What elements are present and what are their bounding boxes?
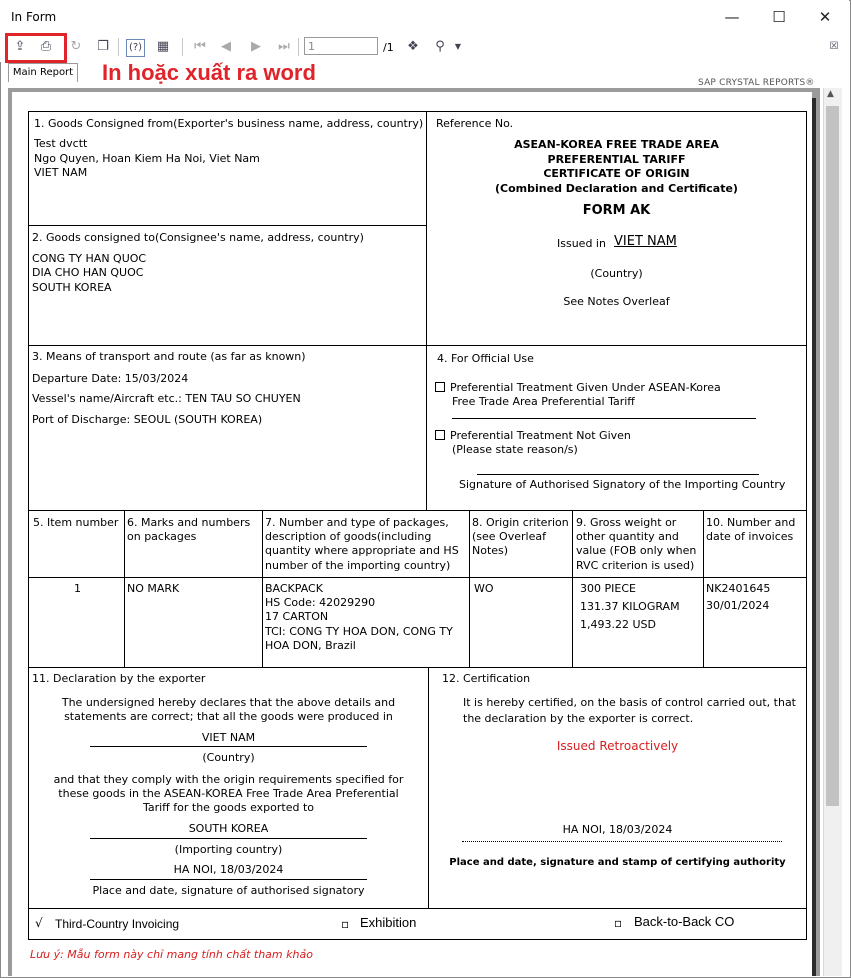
treatment-given-label: Free Trade Area Preferential Tariff xyxy=(452,395,635,408)
form-divider xyxy=(124,510,125,667)
exporter-place-date: HA NOI, 18/03/2024 xyxy=(173,863,284,876)
invoice-date: 30/01/2024 xyxy=(706,599,770,612)
panel-close-icon[interactable]: ☒ xyxy=(829,41,839,52)
toolbar-separator xyxy=(182,38,183,56)
description-line: 17 CARTON xyxy=(265,610,329,623)
header-marks: 6. Marks and numbers xyxy=(127,516,251,529)
consignee-line: CONG TY HAN QUOC xyxy=(32,252,147,265)
scroll-up-icon[interactable]: ▲ xyxy=(827,89,834,99)
quantity-line: 131.37 KILOGRAM xyxy=(580,600,680,613)
box11-label: 11. Declaration by the exporter xyxy=(32,672,206,685)
issued-in-label: Issued in xyxy=(557,237,606,250)
importing-signature-label: Signature of Authorised Signatory of the Importing Country xyxy=(459,478,786,491)
description-line: HS Code: 42029290 xyxy=(265,596,376,609)
declaration-text: these goods in the ASEAN-KOREA Free Trade Area Preferential xyxy=(58,787,399,800)
box1-label: 1. Goods Consigned from(Exporter's business name, address, country) xyxy=(34,117,424,130)
disclaimer-note: Lưu ý: Mẫu form này chỉ mang tính chất tham khảo xyxy=(30,948,313,961)
header-origin: 8. Origin criterion xyxy=(472,516,569,529)
header-origin: (see Overleaf xyxy=(472,530,546,543)
place-date-underline xyxy=(90,879,367,880)
exporter-signature-label: Place and date, signature of authorised signatory xyxy=(92,884,365,897)
quantity-line: 300 PIECE xyxy=(580,582,636,595)
form-border xyxy=(28,111,807,112)
form-divider xyxy=(28,345,807,346)
last-page-icon[interactable]: ⏭ xyxy=(278,39,290,54)
title-bar xyxy=(0,0,849,34)
group-tree-icon[interactable]: ▦ xyxy=(156,39,170,54)
find-icon[interactable]: ❖ xyxy=(407,39,419,54)
form-divider xyxy=(703,510,704,667)
header-invoice: date of invoices xyxy=(706,530,794,543)
header-weight: value (FOB only when xyxy=(576,544,697,557)
header-origin: Notes) xyxy=(472,544,509,557)
certificate-title: ASEAN-KOREA FREE TRADE AREA xyxy=(514,138,719,151)
previous-page-icon[interactable]: ◀ xyxy=(221,39,231,54)
header-marks: on packages xyxy=(127,530,197,543)
issued-country: VIET NAM xyxy=(614,234,677,249)
toolbar-separator xyxy=(298,38,299,56)
exporter-line: Test dvctt xyxy=(34,137,88,150)
description-line: BACKPACK xyxy=(265,582,323,595)
consignee-line: DIA CHO HAN QUOC xyxy=(32,266,144,279)
importing-underline xyxy=(90,838,367,839)
signature-line xyxy=(452,418,756,419)
marks-value: NO MARK xyxy=(127,582,180,595)
highlight-box xyxy=(5,33,67,63)
window-title: In Form xyxy=(11,10,57,24)
certification-text: It is hereby certified, on the basis of control carried out, that xyxy=(463,696,796,709)
description-line: TCI: CONG TY HOA DON, CONG TY xyxy=(265,625,453,638)
origin-criterion: WO xyxy=(474,582,494,595)
box2-label: 2. Goods consigned to(Consignee's name, address, country) xyxy=(32,231,364,244)
third-country-label: Third-Country Invoicing xyxy=(55,917,180,931)
exhibition-checkbox[interactable]: ▫ xyxy=(341,917,350,931)
maximize-icon[interactable]: ☐ xyxy=(772,8,786,26)
certifier-signature-label: Place and date, signature and stamp of certifying authority xyxy=(449,857,786,868)
treatment-given-label: Preferential Treatment Given Under ASEAN-Korea xyxy=(450,381,721,394)
third-country-checkmark[interactable]: √ xyxy=(35,916,43,930)
port-of-discharge: Port of Discharge: SEOUL (SOUTH KOREA) xyxy=(32,413,263,426)
form-divider xyxy=(28,225,427,226)
form-border xyxy=(28,939,807,940)
back-to-back-checkbox[interactable]: ▫ xyxy=(614,916,623,930)
declaration-text: The undersigned hereby declares that the above details and xyxy=(61,696,396,709)
copy-icon[interactable]: ❐ xyxy=(97,39,109,54)
page-number-input[interactable]: 1 xyxy=(304,37,378,55)
treatment-not-given-label: (Please state reason/s) xyxy=(452,443,578,456)
page-total: /1 xyxy=(383,41,394,54)
country-caption: (Country) xyxy=(202,751,255,764)
certificate-title: PREFERENTIAL TARIFF xyxy=(547,153,686,166)
certificate-title: CERTIFICATE OF ORIGIN xyxy=(543,167,690,180)
first-page-icon[interactable]: ⏮ xyxy=(194,39,206,54)
form-divider xyxy=(28,577,807,578)
box3-label: 3. Means of transport and route (as far as known) xyxy=(32,350,306,363)
form-name: FORM AK xyxy=(582,203,651,218)
form-border xyxy=(806,111,807,940)
signature-line xyxy=(477,474,759,475)
header-weight: RVC criterion is used) xyxy=(576,559,695,572)
quantity-line: 1,493.22 USD xyxy=(580,618,656,631)
declaration-text: statements are correct; that all the goods were produced in xyxy=(64,710,393,723)
help-icon[interactable]: (?) xyxy=(126,39,145,57)
issued-retroactively: Issued Retroactively xyxy=(556,739,679,753)
form-border xyxy=(28,111,29,940)
certification-text: the declaration by the exporter is correct. xyxy=(463,712,694,725)
print-icon[interactable]: ⎙ xyxy=(40,39,52,54)
exporter-line: Ngo Quyen, Hoan Kiem Ha Noi, Viet Nam xyxy=(34,152,260,165)
produced-country: VIET NAM xyxy=(201,731,256,744)
annotation-text: In hoặc xuất ra word xyxy=(102,60,316,85)
header-description: quantity where appropriate and HS xyxy=(265,544,459,557)
header-description: 7. Number and type of packages, xyxy=(265,516,449,529)
notes-overleaf: See Notes Overleaf xyxy=(563,295,670,308)
vessel-name: Vessel's name/Aircraft etc.: TEN TAU SO CHUYEN xyxy=(32,392,301,405)
header-weight: other quantity and xyxy=(576,530,679,543)
form-divider xyxy=(262,510,263,667)
form-divider xyxy=(428,667,429,908)
form-divider xyxy=(28,908,807,909)
next-page-icon[interactable]: ▶ xyxy=(251,39,261,54)
treatment-given-checkbox[interactable] xyxy=(435,382,445,392)
certificate-title: (Combined Declaration and Certificate) xyxy=(495,182,738,195)
consignee-line: SOUTH KOREA xyxy=(32,281,112,294)
form-divider xyxy=(28,510,807,511)
close-icon[interactable]: ✕ xyxy=(818,8,832,26)
importing-country: SOUTH KOREA xyxy=(188,822,269,835)
page-shadow xyxy=(812,98,816,976)
box4-label: 4. For Official Use xyxy=(437,352,534,365)
scrollbar-thumb[interactable] xyxy=(826,106,839,806)
export-icon[interactable]: ⇪ xyxy=(14,39,26,54)
country-caption: (Country) xyxy=(590,267,643,280)
reference-label: Reference No. xyxy=(436,117,514,130)
item-number: 1 xyxy=(74,582,81,595)
minimize-icon[interactable]: — xyxy=(724,8,740,26)
form-divider xyxy=(572,510,573,667)
invoice-number: NK2401645 xyxy=(706,582,771,595)
country-underline xyxy=(90,746,367,747)
form-divider xyxy=(469,510,470,667)
header-invoice: 10. Number and xyxy=(706,516,796,529)
header-item-number: 5. Item number xyxy=(33,516,119,529)
header-description: description of goods(including xyxy=(265,530,432,543)
description-line: HOA DON, Brazil xyxy=(265,639,356,652)
header-weight: 9. Gross weight or xyxy=(576,516,677,529)
toolbar-separator xyxy=(118,38,119,56)
sap-crystal-reports-logo: SAP CRYSTAL REPORTS® xyxy=(698,78,815,88)
tab-main-report[interactable]: Main Report xyxy=(8,63,78,82)
form-divider xyxy=(28,667,807,668)
back-to-back-label: Back-to-Back CO xyxy=(634,914,735,929)
refresh-icon[interactable]: ↻ xyxy=(70,39,82,54)
zoom-dropdown-icon[interactable]: ▼ xyxy=(454,42,462,51)
departure-date: Departure Date: 15/03/2024 xyxy=(32,372,189,385)
exporter-line: VIET NAM xyxy=(34,166,88,179)
treatment-not-given-label: Preferential Treatment Not Given xyxy=(450,429,631,442)
certifier-place-date: HA NOI, 18/03/2024 xyxy=(562,823,673,836)
exhibition-label: Exhibition xyxy=(360,915,417,930)
zoom-icon[interactable]: ⚲ xyxy=(435,39,445,54)
declaration-text: and that they comply with the origin requirements specified for xyxy=(53,773,404,786)
declaration-text: Tariff for the goods exported to xyxy=(142,801,315,814)
dotted-signature-line xyxy=(462,841,782,842)
importing-caption: (Importing country) xyxy=(174,843,283,856)
box12-label: 12. Certification xyxy=(442,672,531,685)
header-description: number of the importing country) xyxy=(265,559,451,572)
treatment-not-given-checkbox[interactable] xyxy=(435,430,445,440)
